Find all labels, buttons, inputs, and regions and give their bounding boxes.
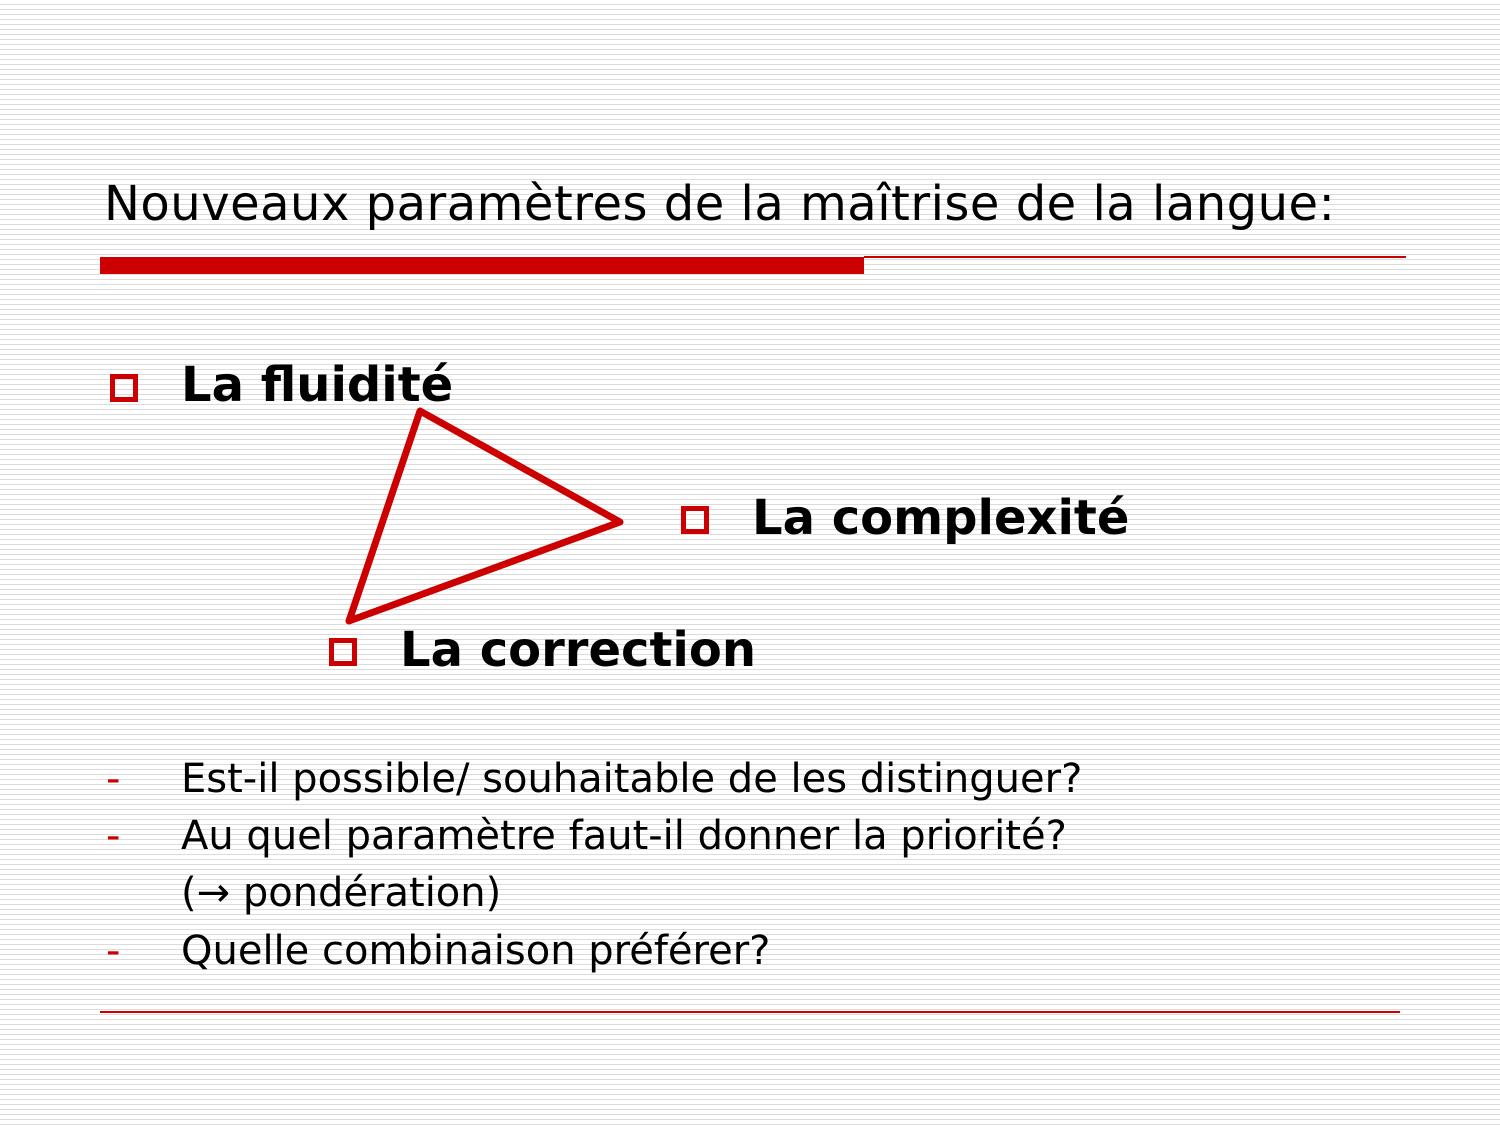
bottom-rule — [100, 1011, 1400, 1013]
question-2-note: (→ pondération) — [181, 870, 502, 916]
slide-title: Nouveaux paramètres de la maîtrise de la langue: — [104, 176, 1336, 232]
param-complexite: La complexité — [752, 490, 1130, 546]
question-3: Quelle combinaison préférer? — [181, 928, 771, 974]
param-correction: La correction — [400, 622, 757, 678]
question-dash: - — [106, 813, 121, 859]
question-dash: - — [106, 928, 121, 974]
square-bullet-icon — [329, 638, 357, 666]
question-1: Est-il possible/ souhaitable de les distinguer? — [181, 756, 1083, 802]
square-bullet-icon — [110, 374, 138, 402]
title-underline-thin — [864, 256, 1406, 258]
triangle-shape — [349, 411, 620, 621]
param-fluidite: La fluidité — [181, 357, 454, 413]
title-underline-thick — [100, 257, 864, 274]
square-bullet-icon — [681, 506, 709, 534]
question-dash: - — [106, 756, 121, 802]
question-2: Au quel paramètre faut-il donner la priorité? — [181, 813, 1067, 859]
